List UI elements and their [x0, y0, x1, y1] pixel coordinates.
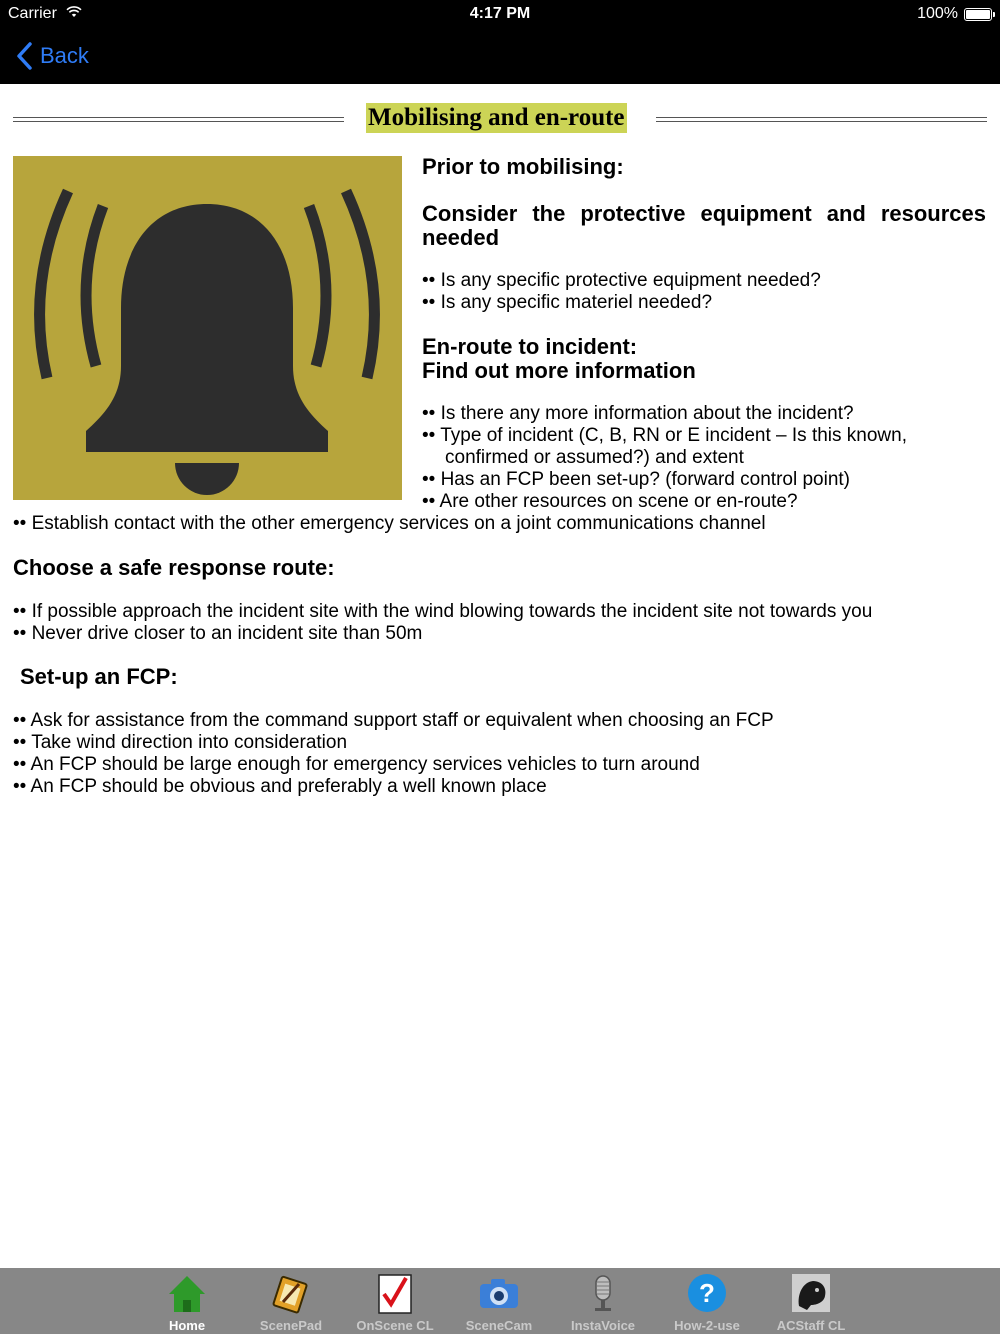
- status-bar: [0, 0, 1000, 28]
- tab-acstaff-cl[interactable]: [759, 1268, 863, 1334]
- list-item: •• Is any specific protective equipment needed?: [422, 270, 821, 291]
- tab-onscene-cl[interactable]: [343, 1268, 447, 1334]
- list-item: •• Never drive closer to an incident site than 50m: [13, 623, 423, 644]
- list-item: •• An FCP should be large enough for emergency services vehicles to turn around: [13, 754, 700, 775]
- prior-heading: Prior to mobilising:: [422, 154, 624, 179]
- battery-icon: [964, 8, 992, 21]
- tab-scenepad[interactable]: [239, 1268, 343, 1334]
- page-title: Mobilising and en-route: [368, 104, 625, 131]
- list-item: •• If possible approach the incident site with the wind blowing towards the incident site not towards you: [13, 601, 873, 622]
- list-item-continuation: confirmed or assumed?) and extent: [445, 447, 744, 468]
- list-item: •• Is any specific materiel needed?: [422, 292, 713, 313]
- list-item: •• An FCP should be obvious and preferably a well known place: [13, 776, 547, 797]
- svg-text:?: ?: [699, 1278, 715, 1308]
- tab-label: OnScene CL: [356, 1318, 434, 1333]
- back-label: Back: [40, 43, 89, 68]
- tab-label: SceneCam: [465, 1318, 533, 1333]
- page-title-row: [0, 103, 1000, 137]
- tab-label: How-2-use: [674, 1318, 740, 1333]
- tab-label: InstaVoice: [570, 1318, 636, 1333]
- camera-icon: [479, 1272, 519, 1314]
- clock: 4:17 PM: [469, 5, 531, 22]
- help-icon: [687, 1272, 727, 1314]
- staff-icon: [791, 1272, 831, 1314]
- consider-heading-line1: Consider the protective equipment and resources: [422, 201, 986, 226]
- title-rule-right: [656, 117, 987, 122]
- list-item: •• Is there any more information about the incident?: [422, 403, 854, 424]
- chevron-left-icon: [14, 42, 36, 70]
- back-button[interactable]: [14, 40, 89, 72]
- route-heading: Choose a safe response route:: [13, 555, 335, 580]
- list-item: •• Type of incident (C, B, RN or E incident – Is this known,: [422, 425, 908, 446]
- battery-percent: 100%: [917, 5, 958, 22]
- notepad-icon: [271, 1272, 311, 1314]
- top-bar: [0, 0, 1000, 84]
- tab-label: ACStaff CL: [776, 1318, 846, 1333]
- microphone-icon: [583, 1272, 623, 1314]
- enroute-heading-line1: En-route to incident:: [422, 334, 638, 359]
- tab-label: ScenePad: [259, 1318, 323, 1333]
- enroute-heading-line2: Find out more information: [422, 358, 696, 383]
- list-item: •• Take wind direction into consideration: [13, 732, 348, 753]
- tab-bar: [0, 1268, 1000, 1334]
- list-item: •• Are other resources on scene or en-route?: [422, 491, 798, 512]
- carrier-label: Carrier: [8, 5, 57, 22]
- consider-heading-line2: needed: [422, 225, 500, 250]
- list-item: •• Has an FCP been set-up? (forward control point): [422, 469, 850, 490]
- bell-icon: [13, 156, 402, 500]
- fcp-heading: Set-up an FCP:: [20, 664, 178, 689]
- checklist-icon: [375, 1272, 415, 1314]
- alarm-bell-image: [13, 156, 402, 500]
- title-rule-left: [13, 117, 344, 122]
- tab-scenecam[interactable]: [447, 1268, 551, 1334]
- list-item: •• Establish contact with the other emergency services on a joint communications channel: [13, 513, 766, 534]
- home-icon: [167, 1272, 207, 1314]
- tab-home[interactable]: [135, 1268, 239, 1334]
- tab-instavoice[interactable]: [551, 1268, 655, 1334]
- list-item: •• Ask for assistance from the command support staff or equivalent when choosing an FCP: [13, 710, 774, 731]
- tab-label: Home: [168, 1318, 206, 1333]
- tab-how-2-use[interactable]: [655, 1268, 759, 1334]
